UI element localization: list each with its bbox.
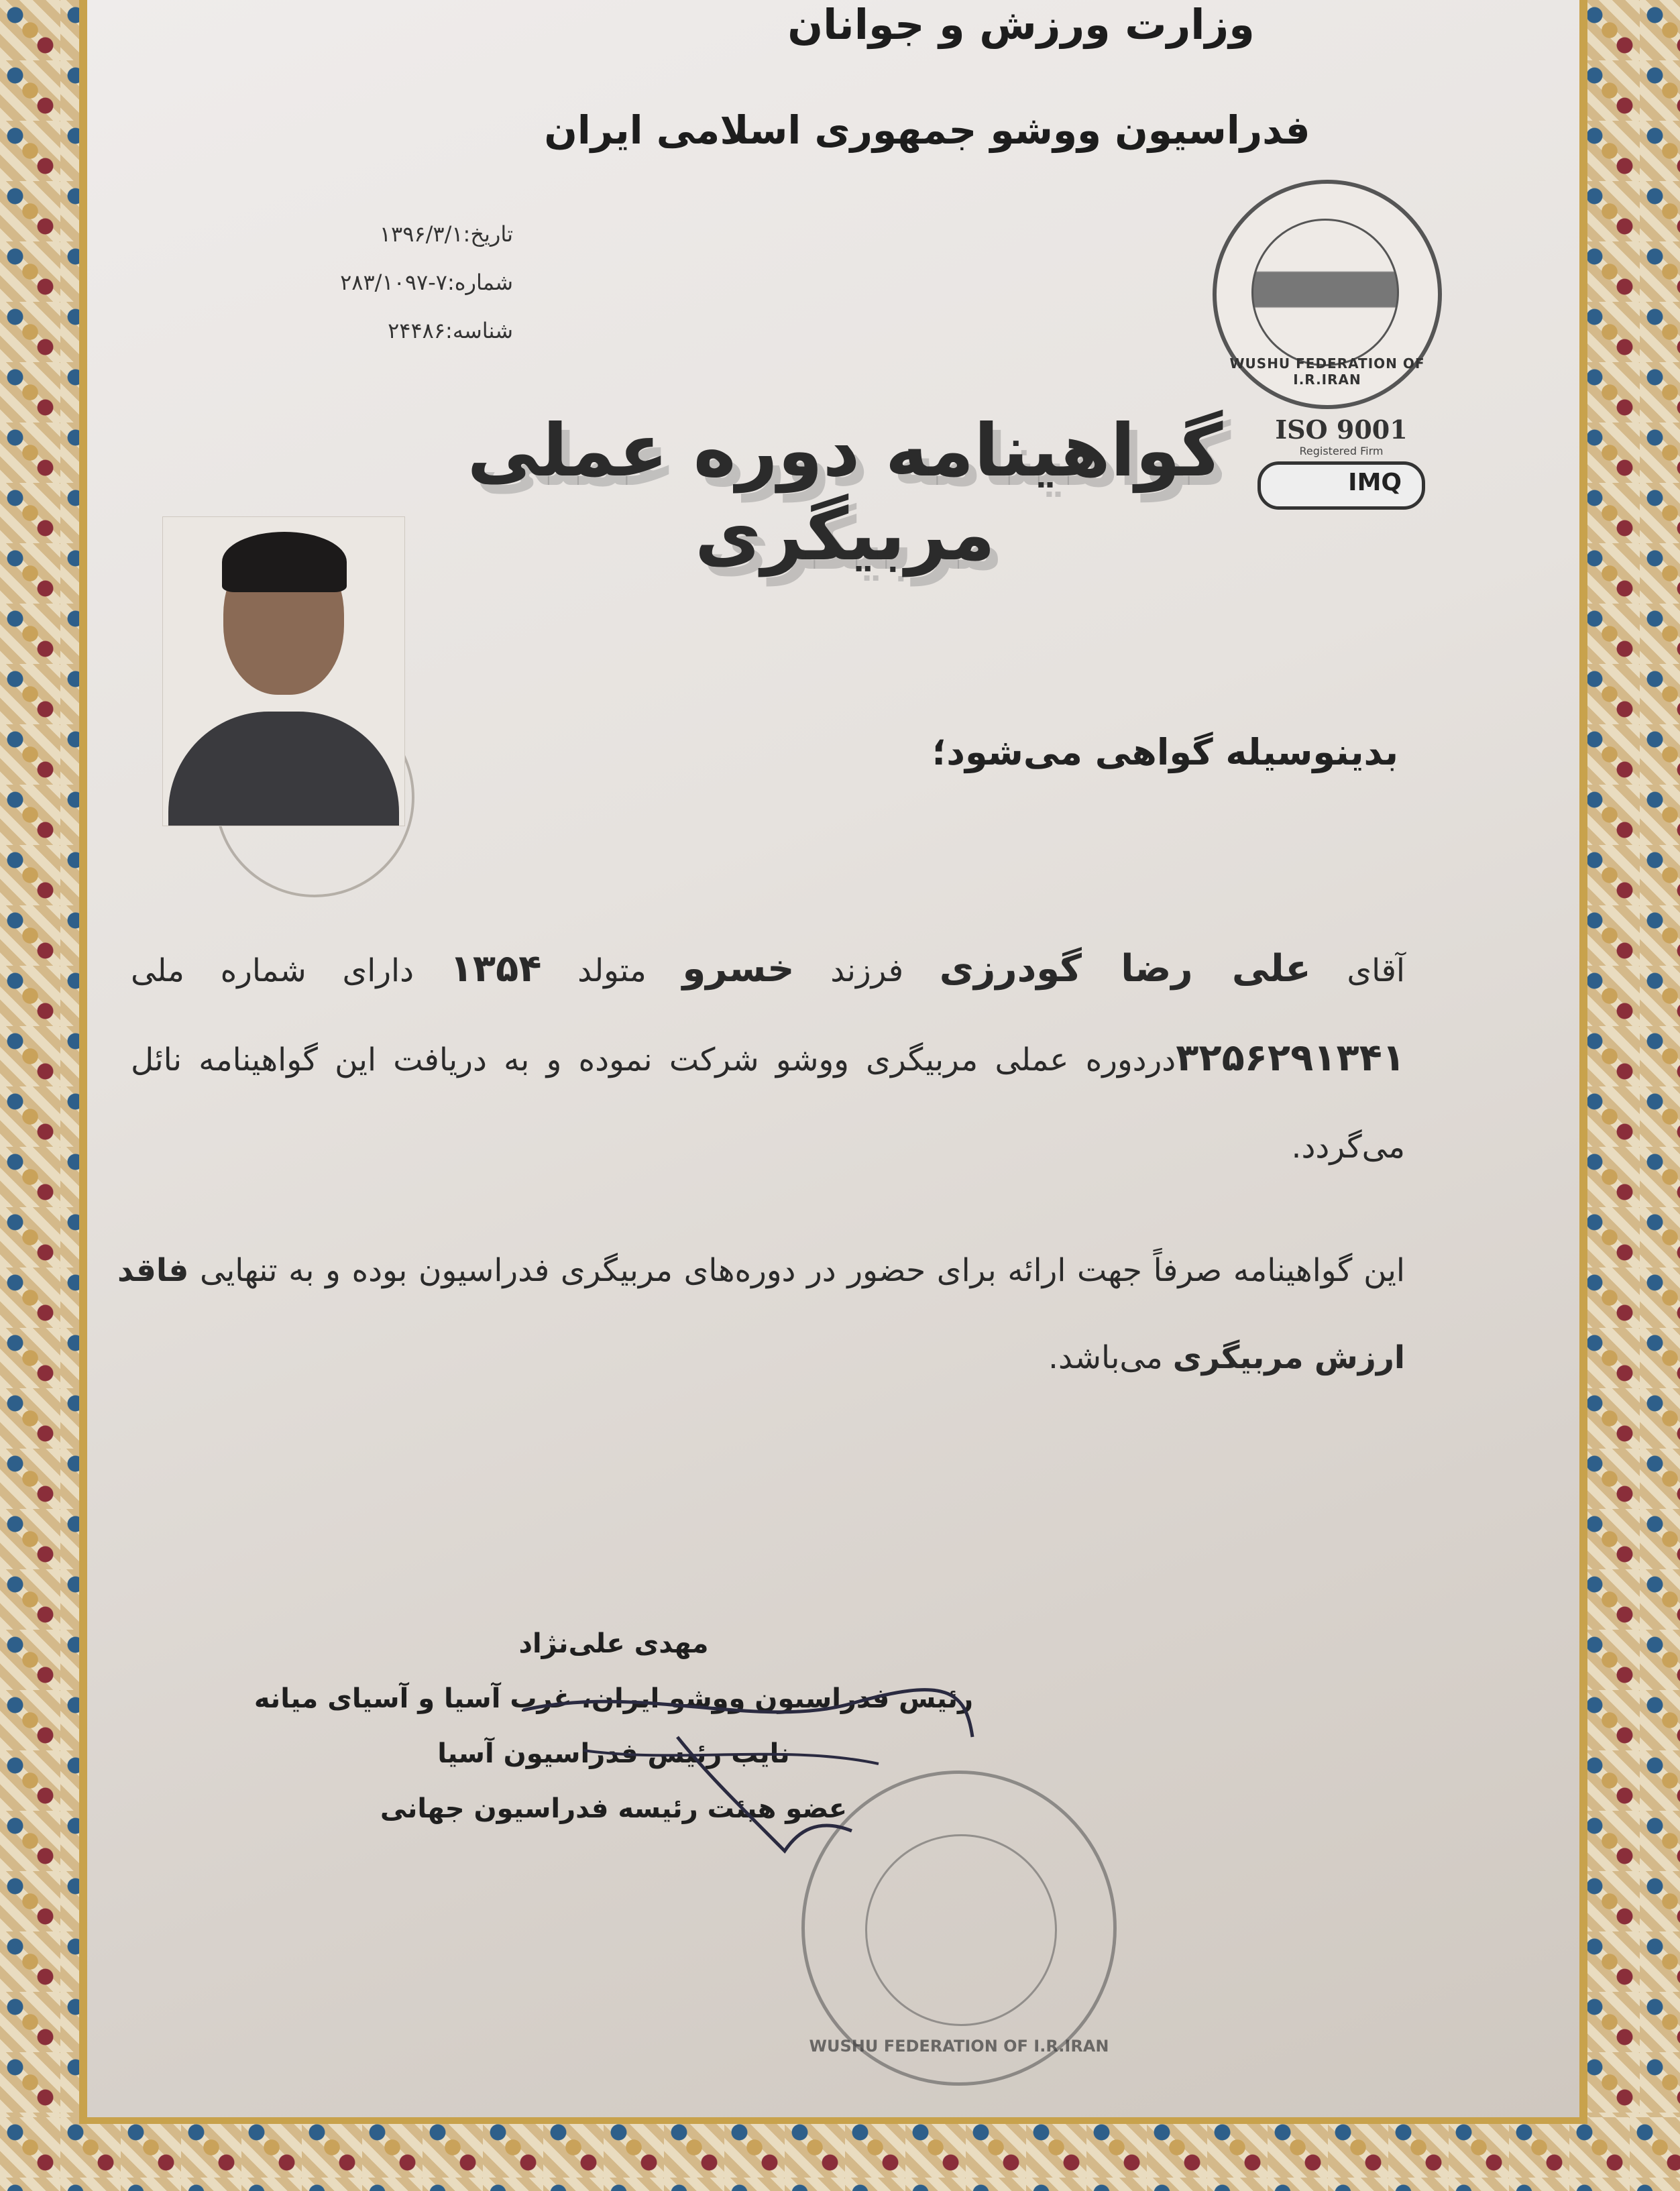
certificate-disclaimer-paragraph [117, 1227, 1405, 1402]
signatory-name: مهدی علی‌نژاد [518, 1628, 709, 1659]
national-id: ۳۲۵۶۲۹۱۳۴۱ [1176, 1036, 1405, 1080]
iso-title: ISO 9001 [1275, 414, 1408, 445]
certificate-id: شناسه:۲۴۴۸۶ [388, 318, 513, 343]
certificate-paper [87, 0, 1579, 2117]
issue-date: تاریخ:۱۳۹۶/۳/۱ [379, 221, 513, 247]
text-mr: آقای [1347, 952, 1405, 989]
signatory-title-2: نایب رئیس فدراسیون آسیا [437, 1738, 790, 1769]
disclaimer-text: این گواهینامه صرفاً جهت ارائه برای حضور در دوره‌های مربیگری فدراسیون بوده و به تنهایی [200, 1252, 1405, 1289]
signatory-title-1: رئیس فدراسیون ووشو ایران، غرب آسیا و آسیای میانه [254, 1683, 974, 1714]
certificate-body-paragraph [131, 925, 1405, 1191]
federation-heading: فدراسیون ووشو جمهوری اسلامی ایران [544, 107, 1310, 153]
certificate-number: شماره:۷-۲۸۳/۱۰۹۷ [340, 270, 513, 295]
certificate-title: گواهینامه دوره عملی مربیگری [467, 409, 1223, 577]
photo-hair [222, 532, 347, 592]
disclaimer-bold: فاقد ارزش مربیگری [117, 1252, 1405, 1376]
ornamental-border-right [1579, 0, 1680, 2191]
ministry-heading: وزارت ورزش و جوانان [787, 0, 1255, 49]
text-national-id-label: دارای شماره ملی [131, 952, 414, 989]
handwritten-signature [503, 1630, 986, 1871]
federation-logo-seal [1213, 180, 1442, 409]
text-course-completion: دردوره عملی مربیگری ووشو شرکت نموده و به دریافت این گواهینامه نائل می‌گردد. [131, 1042, 1405, 1166]
logo-emblem [1251, 219, 1399, 366]
stamp-ring-text: WUSHU FEDERATION OF I.R.IRAN [809, 2037, 1109, 2056]
text-child-of: فرزند [830, 952, 904, 989]
greeting-line: بدینوسیله گواهی می‌شود؛ [932, 731, 1398, 773]
iso-subtitle: Registered Firm [1299, 445, 1384, 457]
birth-year: ۱۳۵۴ [449, 947, 542, 991]
signatory-title-3: عضو هیئت رئیسه فدراسیون جهانی [380, 1793, 848, 1824]
logo-ring-text: WUSHU FEDERATION OF I.R.IRAN [1229, 355, 1425, 388]
disclaimer-end: می‌باشد. [1048, 1339, 1163, 1376]
father-name: خسرو [682, 947, 795, 991]
ornamental-border-bottom [0, 2117, 1680, 2191]
ornamental-border-left [0, 0, 87, 2191]
holder-photo [162, 516, 405, 826]
text-born: متولد [577, 952, 647, 989]
gold-rule-right [1579, 0, 1587, 2117]
gold-rule-bottom [79, 2117, 1587, 2124]
holder-name: علی رضا گودرزی [939, 947, 1311, 991]
gold-rule-left [79, 0, 87, 2117]
imq-label: IMQ [1348, 469, 1402, 496]
